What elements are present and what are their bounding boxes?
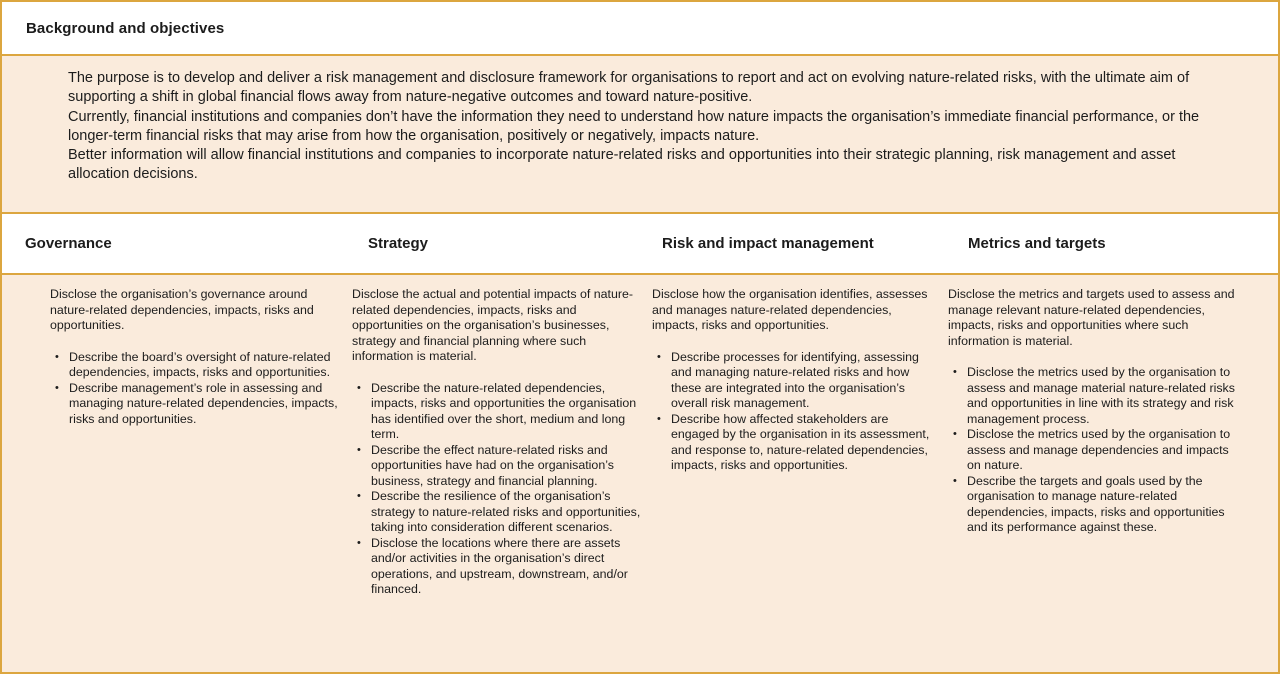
bullet-text: Describe processes for identifying, assessing and managing nature-related risks and how these are integrated into the organisation’s overall risk management. [671, 349, 919, 410]
bullet-item [352, 443, 642, 490]
bullet-icon: • [953, 428, 957, 440]
pillar-bullet-list [652, 350, 937, 474]
pillar-body-metrics-and-targets [946, 275, 1278, 672]
bullet-item [948, 474, 1238, 536]
bullet-text: Disclose the metrics used by the organisation to assess and manage material nature-related risks and opportunities in line with its strategy and risk management process. [967, 365, 1235, 426]
page-title: Background and objectives [26, 19, 225, 37]
purpose-paragraph-2: Currently, financial institutions and companies don’t have the information they need to understand how nature impacts the organisation’s immediate financial performance, or the longer-term financial risks that may arise from how the organisation, positively or negatively, impacts nature. [68, 108, 1200, 144]
bullet-text: Disclose the locations where there are assets and/or activities in the organisation’s direct operations, and upstream, downstream, and/or financed. [371, 535, 628, 596]
pillar-intro: Disclose how the organisation identifies, assesses and manages nature-related dependencies, impacts, risks and opportunities. [652, 287, 928, 332]
bullet-text: Describe how affected stakeholders are engaged by the organisation in its assessment, and response to, nature-related dependencies, impacts, risks and opportunities. [671, 411, 930, 472]
bullet-text: Describe the targets and goals used by the organisation to manage nature-related dependencies, impacts, risks and opportunities and its performance against these. [967, 473, 1225, 534]
bullet-item [50, 381, 340, 428]
pillar-body-strategy [350, 275, 650, 672]
bullet-item [352, 489, 642, 536]
bullet-item [652, 350, 937, 412]
pillar-intro: Disclose the organisation’s governance around nature-related dependencies, impacts, risks and opportunities. [50, 287, 314, 332]
bullet-item [352, 381, 642, 443]
pillar-intro: Disclose the actual and potential impacts of nature-related dependencies, impacts, risks and opportunities on the organisation’s businesses, strategy and financial planning where such information is material. [352, 287, 634, 363]
bullet-item [352, 536, 642, 598]
pillar-bodies-row [2, 275, 1278, 672]
bullet-icon: • [55, 381, 59, 394]
bullet-item [948, 427, 1238, 474]
pillar-header-risk-and-impact-management: Risk and impact management [662, 235, 874, 252]
bullet-icon: • [357, 490, 361, 502]
bullet-icon: • [953, 366, 957, 378]
pillar-header-governance: Governance [25, 235, 112, 252]
purpose-paragraph-3: Better information will allow financial institutions and companies to incorporate nature-related risks and opportunities into their strategic planning, risk management and asset allocation decisions. [68, 147, 1176, 183]
bullet-item [652, 412, 937, 474]
bullet-icon: • [55, 350, 59, 363]
bullet-item [948, 365, 1238, 427]
bullet-icon: • [357, 381, 361, 394]
pillar-intro: Disclose the metrics and targets used to assess and manage relevant nature-related dependencies, impacts, risks and opportunities where such information is material. [948, 287, 1235, 348]
background-objectives-header-row [2, 2, 1278, 56]
bullet-text: Describe the effect nature-related risks and opportunities have had on the organisation’s business, strategy and financial planning. [371, 442, 614, 488]
pillar-header-strategy: Strategy [368, 235, 429, 252]
pillar-bullet-list [50, 350, 340, 428]
pillar-header-metrics-and-targets: Metrics and targets [968, 235, 1106, 252]
pillar-body-risk-and-impact-management [650, 275, 946, 672]
bullet-text: Describe the resilience of the organisation’s strategy to nature-related risks and opportunities, taking into consideration different scenarios. [371, 489, 641, 534]
bullet-icon: • [357, 536, 361, 549]
pillar-body-governance [2, 275, 350, 672]
bullet-icon: • [657, 350, 661, 363]
bullet-item [50, 350, 340, 381]
bullet-icon: • [657, 412, 661, 425]
bullet-text: Describe the nature-related dependencies, impacts, risks and opportunities the organisation has identified over the short, medium and long term. [371, 380, 637, 441]
bullet-text: Describe the board’s oversight of nature-related dependencies, impacts, risks and opportunities. [69, 349, 331, 379]
background-text-panel [2, 56, 1278, 214]
bullet-text: Describe management’s role in assessing and managing nature-related dependencies, impacts, risks and opportunities. [69, 380, 338, 426]
bullet-text: Disclose the metrics used by the organisation to assess and manage dependencies and impacts on nature. [967, 427, 1231, 472]
bullet-icon: • [357, 443, 361, 456]
pillar-bullet-list [948, 365, 1238, 536]
pillar-bullet-list [352, 381, 642, 598]
pillar-headers-row [2, 214, 1278, 275]
purpose-paragraph-1: The purpose is to develop and deliver a risk management and disclosure framework for organisations to report and act on evolving nature-related risks, with the ultimate aim of supporting a shift in global financial flows away from nature-negative outcomes and toward nature-positive. [68, 70, 1190, 106]
bullet-icon: • [953, 474, 957, 487]
